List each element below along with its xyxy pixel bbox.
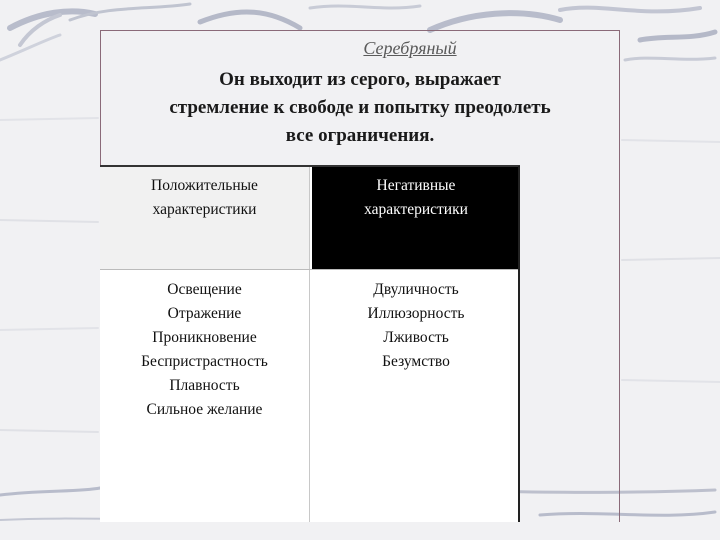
negative-items-cell bbox=[312, 270, 520, 522]
negative-item: Безумство bbox=[382, 353, 450, 370]
positive-item: Плавность bbox=[169, 377, 240, 394]
negative-item: Двуличность bbox=[373, 281, 459, 298]
characteristics-table bbox=[100, 166, 520, 522]
slide-title: Серебряный bbox=[363, 38, 457, 58]
negative-item: Иллюзорность bbox=[367, 305, 465, 322]
positive-item: Беспристрастность bbox=[141, 353, 268, 370]
negative-header-text: характеристики bbox=[364, 201, 468, 218]
positive-item: Сильное желание bbox=[146, 401, 263, 418]
positive-item: Проникновение bbox=[152, 329, 257, 346]
slide-description bbox=[100, 66, 620, 150]
positive-header-cell bbox=[100, 166, 310, 270]
description-line: все ограничения. bbox=[285, 125, 435, 146]
positive-item: Отражение bbox=[167, 305, 242, 322]
positive-header-text: Положительные bbox=[151, 177, 258, 194]
description-line: Он выходит из серого, выражает bbox=[219, 69, 501, 90]
positive-items-cell bbox=[100, 270, 310, 522]
description-line: стремление к свободе и попытку преодолеть bbox=[169, 97, 551, 118]
table-top-border bbox=[100, 165, 520, 167]
negative-item: Лживость bbox=[383, 329, 449, 346]
table-row-divider bbox=[100, 269, 520, 270]
table-right-border bbox=[518, 166, 520, 522]
positive-item: Освещение bbox=[167, 281, 242, 298]
negative-header-cell bbox=[312, 166, 520, 270]
positive-header-text: характеристики bbox=[152, 201, 257, 218]
negative-header-text: Негативные bbox=[376, 177, 456, 194]
